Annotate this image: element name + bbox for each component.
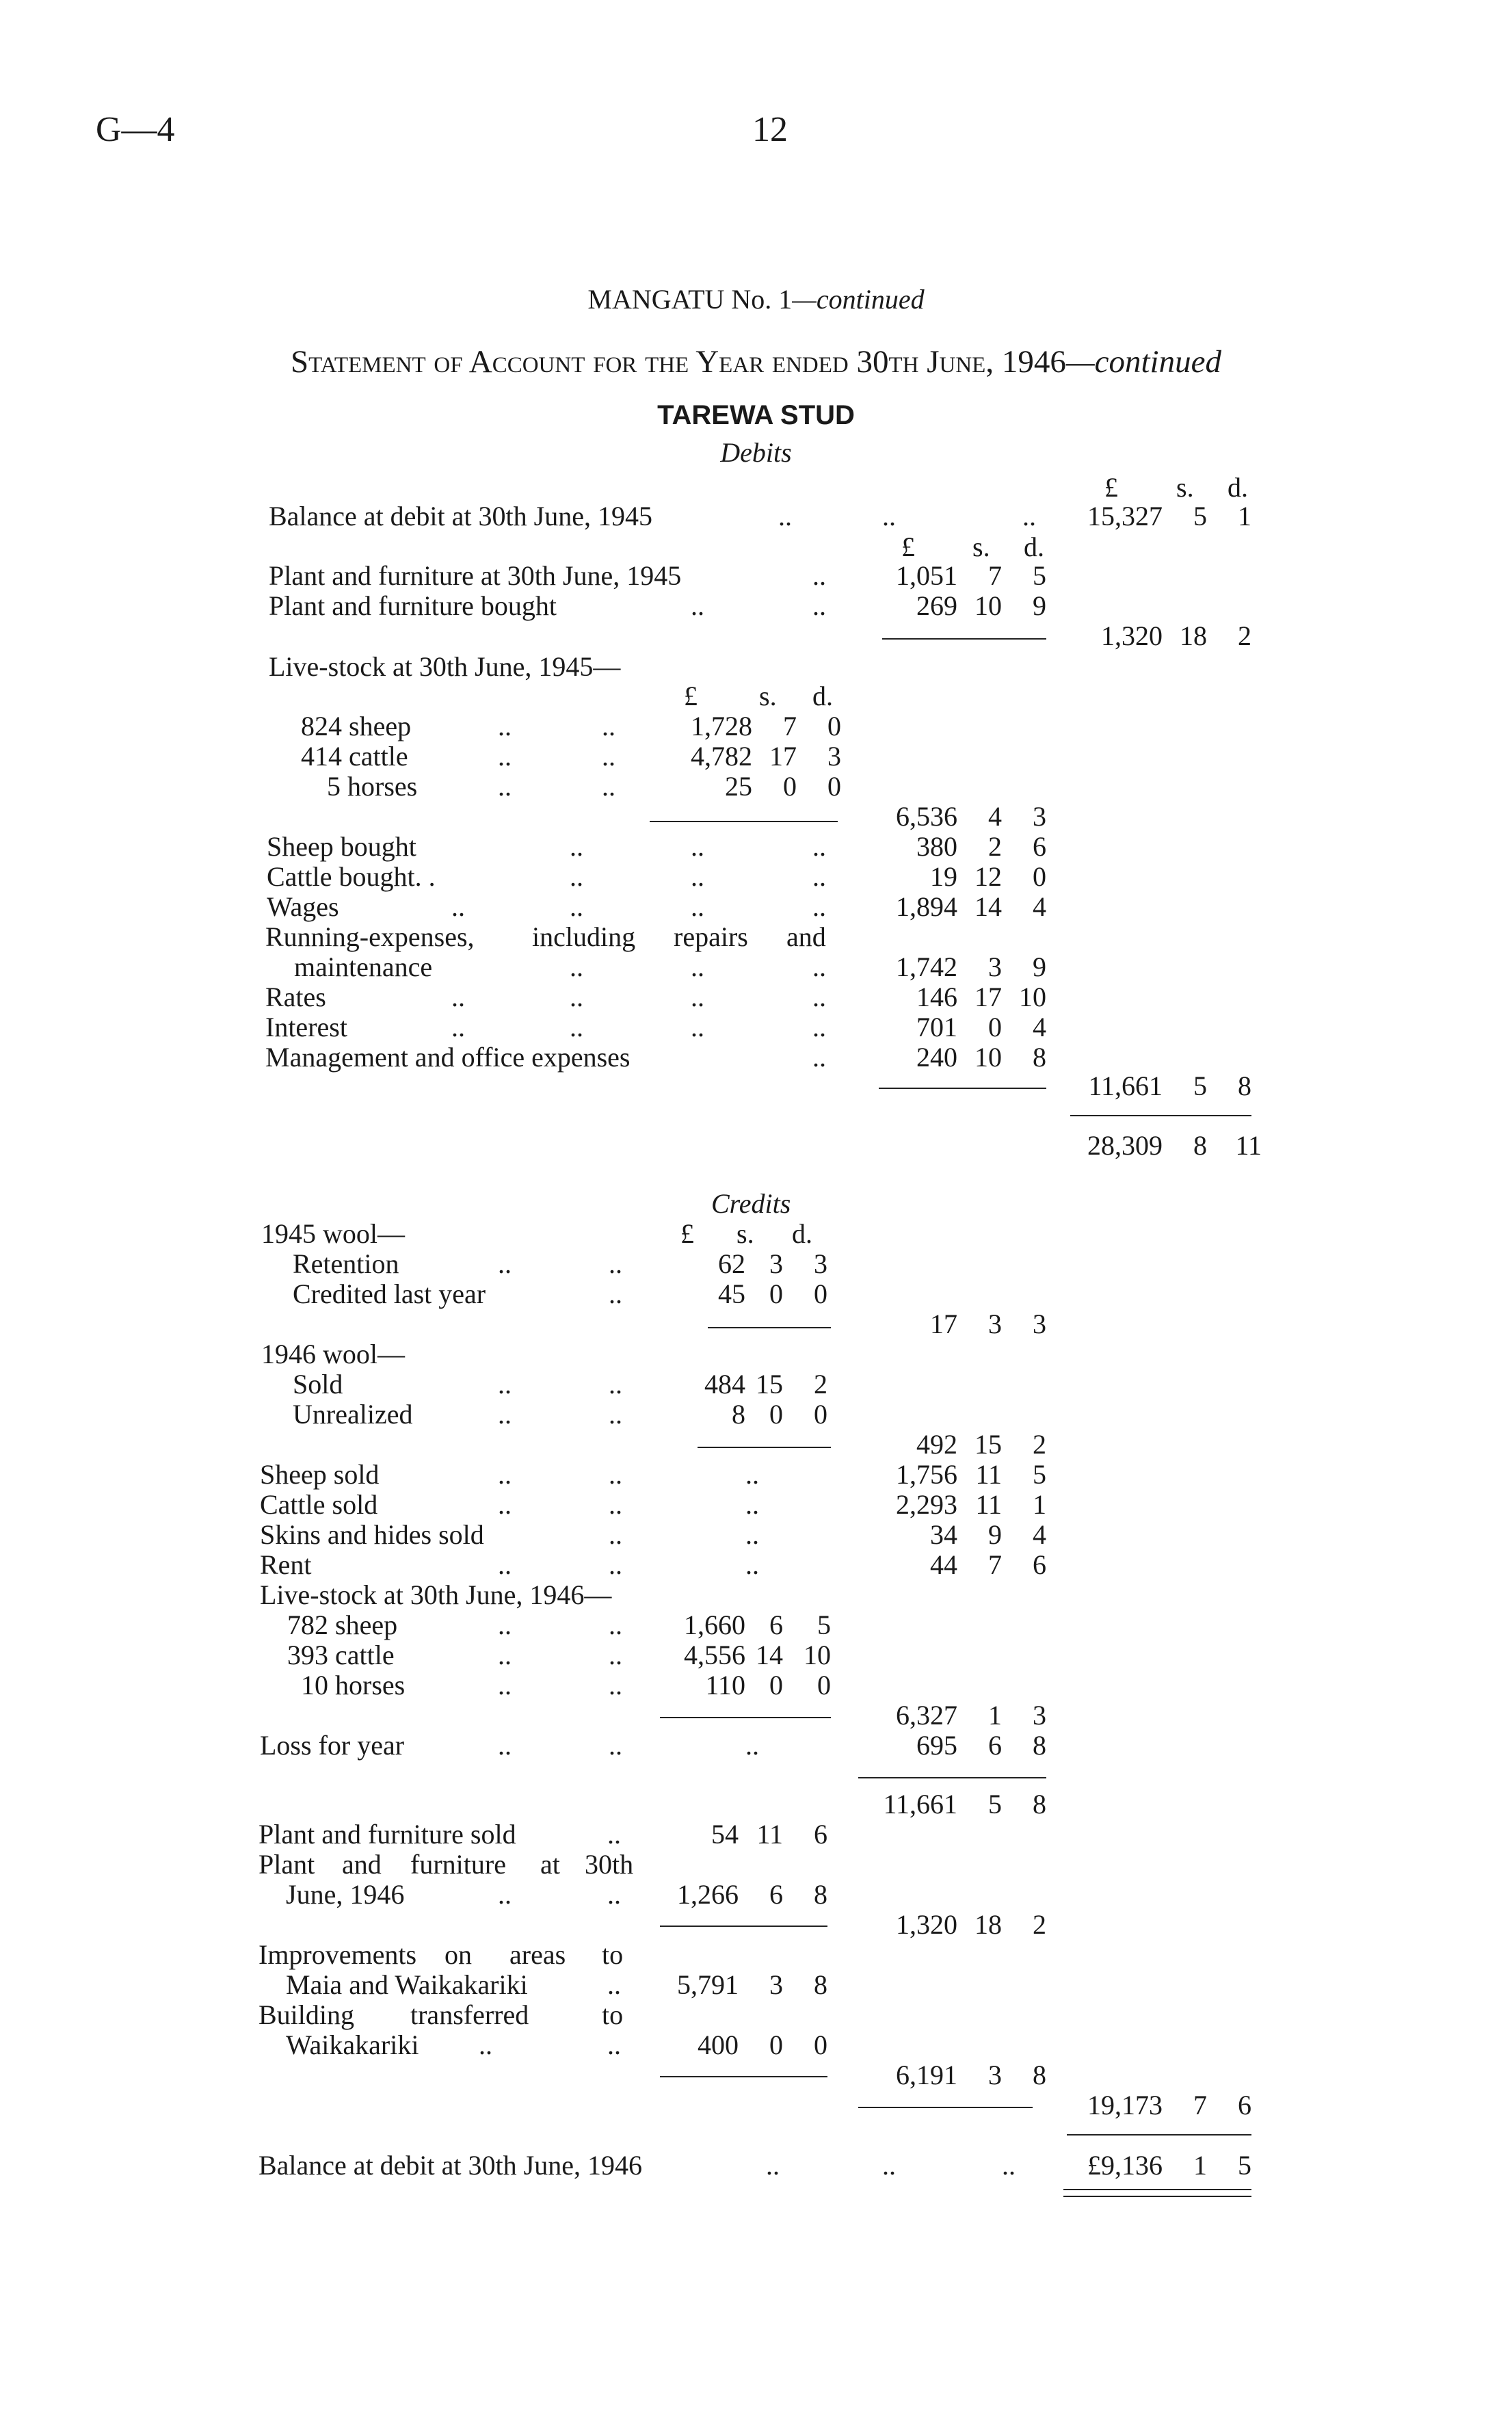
improvements-word: on [445, 1939, 472, 1970]
sale-label: Skins and hides sold [260, 1519, 484, 1550]
debit-item-pounds: 701 [916, 1012, 957, 1042]
dots: .. [498, 741, 512, 772]
livestock-1946-total-pence: 3 [1033, 1700, 1046, 1731]
dots: .. [691, 982, 704, 1012]
dots: .. [498, 1609, 512, 1640]
plant-1946-shillings: 6 [769, 1879, 783, 1910]
plant-bought-label: Plant and furniture bought [269, 590, 557, 621]
dots: .. [812, 560, 826, 591]
rule [698, 1447, 831, 1448]
debit-item-pence: 8 [1033, 1042, 1046, 1073]
running-expenses-word: and [786, 921, 826, 952]
rule [858, 1777, 1046, 1778]
credits-subtotal-shillings: 5 [988, 1789, 1002, 1819]
debit-item-label: Sheep bought [267, 831, 416, 862]
dots: .. [498, 1879, 512, 1910]
sheep-1946-label: 782 sheep [287, 1609, 398, 1640]
dots: .. [498, 1369, 512, 1399]
dots: .. [766, 2150, 780, 2181]
debit-item-label: Rates [265, 982, 326, 1012]
cattle-1946-shillings: 14 [756, 1640, 783, 1670]
dots: .. [609, 1278, 622, 1309]
improvements-pounds: 5,791 [677, 1969, 739, 2000]
credits-subtotal-pounds: 11,661 [883, 1789, 957, 1819]
debit-item-pounds: 1,742 [896, 951, 957, 982]
plant-1945-pence: 5 [1033, 560, 1046, 591]
credits-heading: Credits [711, 1188, 791, 1219]
debit-item-label: Interest [265, 1012, 347, 1042]
sale-pence: 4 [1033, 1519, 1046, 1550]
improvements-word: Improvements [258, 1939, 417, 1970]
dots: .. [498, 1549, 512, 1580]
credited-last-year-label: Credited last year [293, 1278, 486, 1309]
plant-1946-word: 30th [585, 1849, 634, 1880]
credited-last-year-shillings: 0 [769, 1278, 783, 1309]
wool-1946-total-shillings: 15 [974, 1429, 1002, 1460]
wool-1945-net-pence: 3 [1033, 1309, 1046, 1339]
rule [1067, 2134, 1251, 2136]
dots: .. [778, 501, 792, 531]
plant-sold-label: Plant and furniture sold [258, 1819, 516, 1850]
dots: .. [691, 831, 704, 862]
dots: .. [570, 891, 583, 922]
debit-item-label: Cattle bought. . [267, 861, 436, 892]
improvements-word: to [602, 1939, 624, 1970]
rule [660, 1717, 831, 1718]
debit-item-pence: 10 [1019, 982, 1046, 1012]
sale-pounds: 1,756 [896, 1459, 957, 1490]
dots: .. [812, 951, 826, 982]
dots: .. [570, 982, 583, 1012]
improvements-word: areas [509, 1939, 566, 1970]
debit-item-pence: 4 [1033, 1012, 1046, 1042]
dots: .. [602, 711, 615, 741]
debit-item-shillings: 10 [974, 1042, 1002, 1073]
debit-item-pounds: 240 [916, 1042, 957, 1073]
title-continued: —continued [792, 284, 925, 315]
dots: .. [498, 1248, 512, 1279]
debit-item-shillings: 2 [988, 831, 1002, 862]
livestock-1945-total-shillings: 4 [988, 801, 1002, 832]
stud-title: TAREWA STUD [657, 400, 855, 430]
dots: .. [609, 1670, 622, 1700]
running-expenses-word: repairs [674, 921, 748, 952]
dots: .. [812, 831, 826, 862]
dots: .. [609, 1549, 622, 1580]
plant-1946-word: furniture [410, 1849, 506, 1880]
rule [858, 2107, 1033, 2108]
dots: .. [602, 771, 615, 802]
debit-item-pounds: 19 [930, 861, 957, 892]
sale-shillings: 7 [988, 1549, 1002, 1580]
dots: .. [607, 1969, 621, 2000]
debit-item-pence: 6 [1033, 831, 1046, 862]
debit-item-pence: 4 [1033, 891, 1046, 922]
livestock-1945-total-pence: 3 [1033, 801, 1046, 832]
closing-balance-pounds: £9,136 [1087, 2150, 1163, 2181]
statement-text: Statement of Account for the Year ended 30th June, 1946 [291, 344, 1066, 380]
debit-item-pence: 0 [1033, 861, 1046, 892]
loss-pence: 8 [1033, 1730, 1046, 1761]
dots: .. [745, 1489, 759, 1520]
building-word: Building [258, 1999, 355, 2030]
livestock-1946-label: Live-stock at 30th June, 1946— [260, 1579, 612, 1610]
balance-1945-pence: 1 [1238, 501, 1251, 531]
debit-item-shillings: 3 [988, 951, 1002, 982]
dots: .. [1022, 501, 1036, 531]
dots: .. [812, 1042, 826, 1073]
wool-1946-label: 1946 wool— [261, 1339, 405, 1369]
sold-pounds: 484 [704, 1369, 745, 1399]
dots: .. [609, 1640, 622, 1670]
debit-item-pounds: 1,894 [896, 891, 957, 922]
dots: .. [691, 861, 704, 892]
plant-bought-shillings: 10 [974, 590, 1002, 621]
transfers-total-pounds: 6,191 [896, 2060, 957, 2090]
dots: .. [609, 1489, 622, 1520]
dots: .. [609, 1369, 622, 1399]
dots: .. [812, 982, 826, 1012]
dots: .. [609, 1459, 622, 1490]
cattle-1946-pence: 10 [804, 1640, 831, 1670]
livestock-1946-total-shillings: 1 [988, 1700, 1002, 1731]
closing-balance-shillings: 1 [1193, 2150, 1207, 2181]
sale-shillings: 11 [975, 1489, 1002, 1520]
improvements-pence: 8 [814, 1969, 827, 2000]
dots: .. [498, 1459, 512, 1490]
plant-total-shillings: 18 [1180, 620, 1207, 651]
building-shillings: 0 [769, 2029, 783, 2060]
dots: .. [745, 1730, 759, 1761]
dots: .. [745, 1459, 759, 1490]
sold-pence: 2 [814, 1369, 827, 1399]
cattle-1945-pence: 3 [827, 741, 841, 772]
transfers-total-pence: 8 [1033, 2060, 1046, 2090]
double-rule-bottom [1063, 2196, 1251, 2197]
statement-title [0, 343, 1512, 380]
building-pounds: 400 [698, 2029, 739, 2060]
dots: .. [570, 951, 583, 982]
transfers-total-shillings: 3 [988, 2060, 1002, 2090]
plant-1945-pounds: 1,051 [896, 560, 957, 591]
rule [660, 1926, 827, 1927]
building-pence: 0 [814, 2029, 827, 2060]
dots: .. [745, 1549, 759, 1580]
sale-pence: 5 [1033, 1459, 1046, 1490]
rule [882, 638, 1046, 640]
livestock-pound-head: £ [684, 681, 698, 711]
dots: .. [882, 501, 896, 531]
dots: .. [602, 741, 615, 772]
sheep-1945-shillings: 7 [783, 711, 797, 741]
loss-shillings: 6 [988, 1730, 1002, 1761]
dots: .. [451, 982, 465, 1012]
plant-1946-pence: 8 [814, 1879, 827, 1910]
debit-item-label: Management and office expenses [265, 1042, 631, 1073]
sheep-1946-shillings: 6 [769, 1609, 783, 1640]
balance-1945-pounds: 15,327 [1087, 501, 1163, 531]
credited-last-year-pounds: 45 [718, 1278, 745, 1309]
retention-pence: 3 [814, 1248, 827, 1279]
dots: .. [570, 1012, 583, 1042]
wool-1945-net-shillings: 3 [988, 1309, 1002, 1339]
rule [660, 2076, 827, 2077]
balance-1945-shillings: 5 [1193, 501, 1207, 531]
dots: .. [812, 1012, 826, 1042]
credits-pound-head: £ [680, 1218, 694, 1249]
plant-credit-total-shillings: 18 [974, 1909, 1002, 1940]
sheep-1945-pounds: 1,728 [691, 711, 752, 741]
sale-label: Sheep sold [260, 1459, 380, 1490]
horses-1945-pounds: 25 [725, 771, 752, 802]
double-rule-top [1063, 2189, 1251, 2190]
dots: .. [691, 951, 704, 982]
cattle-1946-pounds: 4,556 [684, 1640, 745, 1670]
plant-1946-label: June, 1946 [286, 1879, 405, 1910]
dots: .. [691, 891, 704, 922]
debits-subtotal-shillings: 5 [1193, 1070, 1207, 1101]
dots: .. [498, 711, 512, 741]
dots: .. [609, 1519, 622, 1550]
plant-sold-shillings: 11 [756, 1819, 783, 1850]
plant-1946-word: and [342, 1849, 382, 1880]
credits-grand-total-shillings: 7 [1193, 2090, 1207, 2120]
dots: .. [607, 2029, 621, 2060]
wool-1945-label: 1945 wool— [261, 1218, 405, 1249]
credits-grand-total-pence: 6 [1238, 2090, 1251, 2120]
sheep-1945-pence: 0 [827, 711, 841, 741]
sale-pounds: 34 [930, 1519, 957, 1550]
plant-1945-shillings: 7 [988, 560, 1002, 591]
sale-label: Rent [260, 1549, 312, 1580]
closing-balance-label: Balance at debit at 30th June, 1946 [258, 2150, 642, 2181]
retention-shillings: 3 [769, 1248, 783, 1279]
building-label: Waikakariki [286, 2029, 419, 2060]
retention-pounds: 62 [718, 1248, 745, 1279]
plant-1946-pounds: 1,266 [677, 1879, 739, 1910]
unrealized-pence: 0 [814, 1399, 827, 1430]
livestock-1946-total-pounds: 6,327 [896, 1700, 957, 1731]
plant-bought-pounds: 269 [916, 590, 957, 621]
plant-credit-total-pence: 2 [1033, 1909, 1046, 1940]
loss-label: Loss for year [260, 1730, 405, 1761]
running-expenses-word: Running-expenses, [265, 921, 475, 952]
debits-subtotal-pounds: 11,661 [1088, 1070, 1163, 1101]
rule [708, 1327, 831, 1328]
dots: .. [498, 771, 512, 802]
unrealized-pounds: 8 [732, 1399, 745, 1430]
sale-shillings: 9 [988, 1519, 1002, 1550]
dots: .. [609, 1399, 622, 1430]
debit-item-label: Wages [267, 891, 339, 922]
debit-item-shillings: 12 [974, 861, 1002, 892]
running-expenses-word: including [532, 921, 636, 952]
dots: .. [498, 1670, 512, 1700]
plant-total-pounds: 1,320 [1101, 620, 1163, 651]
dots: .. [691, 590, 704, 621]
livestock-1945-total-pounds: 6,536 [896, 801, 957, 832]
sale-pence: 6 [1033, 1549, 1046, 1580]
horses-1946-shillings: 0 [769, 1670, 783, 1700]
dots: .. [498, 1399, 512, 1430]
sale-shillings: 11 [975, 1459, 1002, 1490]
dots: .. [609, 1609, 622, 1640]
debit-item-shillings: 14 [974, 891, 1002, 922]
plant-1946-word: at [540, 1849, 560, 1880]
dots: .. [607, 1879, 621, 1910]
horses-1946-label: 10 horses [301, 1670, 406, 1700]
rule [879, 1088, 1046, 1089]
debits-total-pounds: 28,309 [1087, 1130, 1163, 1161]
unrealized-shillings: 0 [769, 1399, 783, 1430]
debit-item-pence: 9 [1033, 951, 1046, 982]
credits-d-head: d. [792, 1218, 812, 1249]
dots: .. [882, 2150, 896, 2181]
building-word: transferred [410, 1999, 529, 2030]
dots: .. [570, 861, 583, 892]
livestock-d-head: d. [812, 681, 833, 711]
plant-bought-pence: 9 [1033, 590, 1046, 621]
dots: .. [607, 1819, 621, 1850]
sheep-1946-pence: 5 [817, 1609, 831, 1640]
plant-total-pence: 2 [1238, 620, 1251, 651]
dots: .. [451, 1012, 465, 1042]
credits-grand-total-pounds: 19,173 [1087, 2090, 1163, 2120]
horses-1945-shillings: 0 [783, 771, 797, 802]
credits-s-head: s. [737, 1218, 754, 1249]
debits-total-shillings: 8 [1193, 1130, 1207, 1161]
improvements-label: Maia and Waikakariki [286, 1969, 528, 2000]
debit-item-shillings: 0 [988, 1012, 1002, 1042]
plant-1945-label: Plant and furniture at 30th June, 1945 [269, 560, 682, 591]
dots: .. [609, 1248, 622, 1279]
dots: .. [498, 1640, 512, 1670]
unrealized-label: Unrealized [293, 1399, 413, 1430]
plant-1946-word: Plant [258, 1849, 315, 1880]
sale-pounds: 2,293 [896, 1489, 957, 1520]
dots: .. [812, 861, 826, 892]
cattle-1946-label: 393 cattle [287, 1640, 395, 1670]
dots: .. [498, 1489, 512, 1520]
sale-pence: 1 [1033, 1489, 1046, 1520]
dots: .. [745, 1519, 759, 1550]
sale-pounds: 44 [930, 1549, 957, 1580]
improvements-shillings: 3 [769, 1969, 783, 2000]
debit-item-pounds: 380 [916, 831, 957, 862]
dots: .. [609, 1730, 622, 1761]
statement-continued: —continued [1065, 344, 1221, 380]
wool-1945-net-pounds: 17 [930, 1309, 957, 1339]
debits-outer-pound-head: £ [1104, 472, 1118, 503]
dots: .. [570, 831, 583, 862]
debits-mid-s-head: s. [972, 531, 990, 562]
horses-1946-pounds: 110 [705, 1670, 745, 1700]
credits-subtotal-pence: 8 [1033, 1789, 1046, 1819]
debits-outer-s-head: s. [1176, 472, 1194, 503]
title-mangatu: MANGATU No. 1 [587, 284, 793, 315]
sheep-1946-pounds: 1,660 [684, 1609, 745, 1640]
dots: .. [812, 891, 826, 922]
page-reference: G—4 [96, 110, 175, 149]
dots: .. [812, 590, 826, 621]
wool-1946-total-pounds: 492 [916, 1429, 957, 1460]
document-title [0, 286, 1512, 313]
retention-label: Retention [293, 1248, 399, 1279]
closing-balance-pence: 5 [1238, 2150, 1251, 2181]
dots: .. [451, 891, 465, 922]
sold-label: Sold [293, 1369, 343, 1399]
livestock-s-head: s. [759, 681, 777, 711]
dots: .. [691, 1012, 704, 1042]
debit-item-label: maintenance [294, 951, 433, 982]
sold-shillings: 15 [756, 1369, 783, 1399]
debits-mid-pound-head: £ [901, 531, 915, 562]
debits-heading: Debits [720, 437, 792, 468]
balance-1945-label: Balance at debit at 30th June, 1945 [269, 501, 652, 531]
page-number: 12 [752, 110, 788, 149]
dots: .. [498, 1730, 512, 1761]
livestock-1945-label: Live-stock at 30th June, 1945— [269, 651, 621, 682]
cattle-1945-label: 414 cattle [301, 741, 408, 772]
rule [1070, 1115, 1251, 1116]
debits-outer-d-head: d. [1228, 472, 1248, 503]
horses-1945-pence: 0 [827, 771, 841, 802]
debits-total-pence: 11 [1235, 1130, 1262, 1161]
debit-item-shillings: 17 [974, 982, 1002, 1012]
dots: .. [1002, 2150, 1016, 2181]
horses-1945-label: 5 horses [327, 771, 418, 802]
wool-1946-total-pence: 2 [1033, 1429, 1046, 1460]
rule [650, 821, 838, 822]
debits-subtotal-pence: 8 [1238, 1070, 1251, 1101]
dots: .. [479, 2029, 492, 2060]
horses-1946-pence: 0 [817, 1670, 831, 1700]
debit-item-pounds: 146 [916, 982, 957, 1012]
building-word: to [602, 1999, 624, 2030]
credited-last-year-pence: 0 [814, 1278, 827, 1309]
debits-mid-d-head: d. [1024, 531, 1044, 562]
plant-sold-pounds: 54 [711, 1819, 739, 1850]
sheep-1945-label: 824 sheep [301, 711, 412, 741]
cattle-1945-shillings: 17 [769, 741, 797, 772]
sale-label: Cattle sold [260, 1489, 378, 1520]
plant-credit-total-pounds: 1,320 [896, 1909, 957, 1940]
plant-sold-pence: 6 [814, 1819, 827, 1850]
loss-pounds: 695 [916, 1730, 957, 1761]
cattle-1945-pounds: 4,782 [691, 741, 752, 772]
